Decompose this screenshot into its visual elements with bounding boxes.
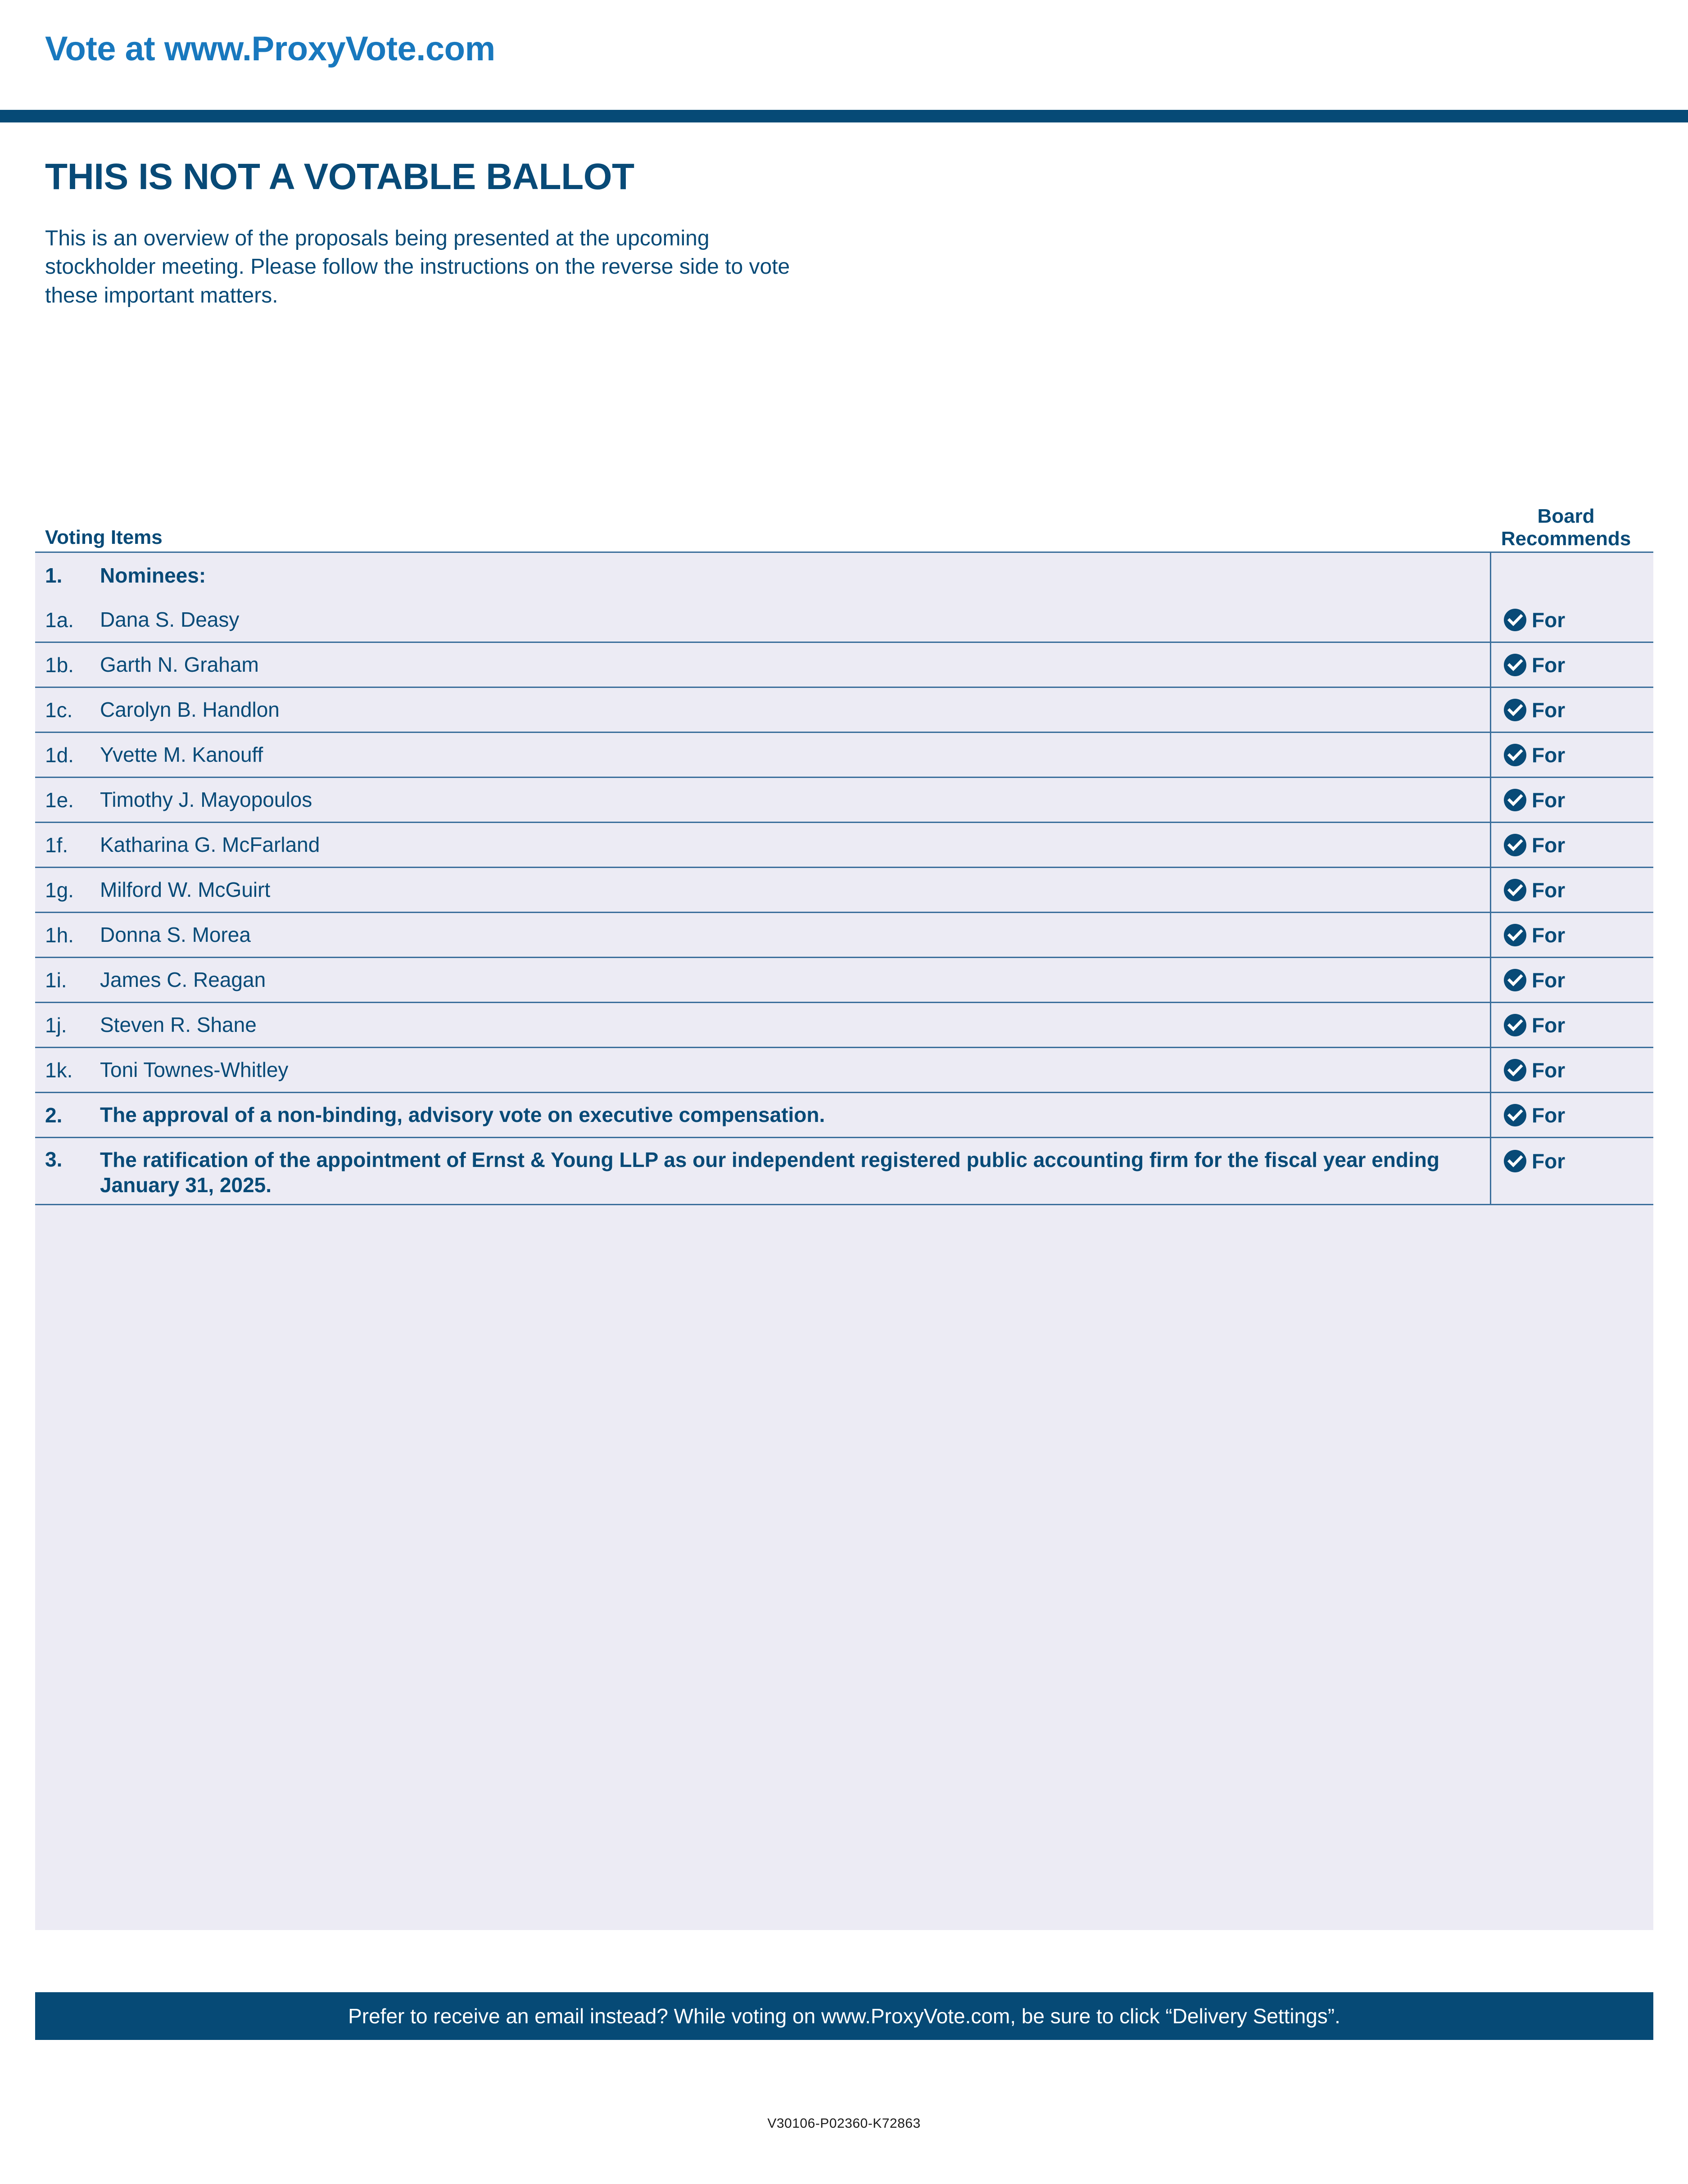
column-header-voting-items: Voting Items: [45, 526, 163, 548]
board-header-line-2: Recommends: [1501, 528, 1631, 550]
check-circle-icon: [1504, 1104, 1526, 1126]
table-row: [35, 553, 1653, 598]
voting-item-text: Donna S. Morea: [100, 923, 251, 947]
board-recommendation-cell: [1490, 958, 1653, 1002]
voting-item-number: 1e.: [45, 788, 74, 812]
check-circle-icon: [1504, 879, 1526, 901]
check-circle-icon: [1504, 924, 1526, 946]
voting-item-text: Toni Townes-Whitley: [100, 1058, 289, 1082]
site-title: Vote at www.ProxyVote.com: [45, 30, 495, 68]
recommendation-label: For: [1532, 1149, 1566, 1173]
check-circle-icon: [1504, 1014, 1526, 1036]
voting-item-number: 1k.: [45, 1058, 73, 1082]
check-circle-icon: [1504, 744, 1526, 766]
table-row: [35, 1048, 1653, 1093]
recommendation-label: For: [1532, 923, 1566, 947]
board-recommendation-cell: [1490, 688, 1653, 732]
delivery-settings-banner: [35, 1992, 1653, 2040]
voting-item-number: 1f.: [45, 833, 68, 857]
column-header-board-recommends: [1480, 505, 1652, 551]
check-circle-icon: [1504, 609, 1526, 631]
table-row: [35, 643, 1653, 688]
status-badge: [1504, 1150, 1565, 1172]
table-row: [35, 598, 1653, 643]
board-recommendation-cell: [1490, 778, 1653, 822]
check-circle-icon: [1504, 654, 1526, 676]
voting-item-number: 1c.: [45, 698, 73, 722]
voting-item-text: The approval of a non-binding, advisory vote on executive compensation.: [100, 1103, 825, 1127]
status-badge: [1504, 924, 1565, 946]
voting-item-cell: [35, 823, 1490, 867]
voting-item-text: Garth N. Graham: [100, 653, 259, 677]
status-badge: [1504, 699, 1565, 721]
table-row: [35, 733, 1653, 778]
voting-item-cell: [35, 598, 1490, 642]
board-recommendation-cell: [1490, 823, 1653, 867]
voting-item-number: 1h.: [45, 923, 74, 947]
table-row: [35, 1003, 1653, 1048]
board-recommendation-cell: [1490, 733, 1653, 777]
voting-item-number: 2.: [45, 1103, 63, 1127]
status-badge: [1504, 609, 1565, 631]
voting-item-text: James C. Reagan: [100, 968, 266, 992]
voting-item-cell: [35, 1093, 1490, 1137]
table-row: [35, 913, 1653, 958]
check-circle-icon: [1504, 789, 1526, 811]
check-circle-icon: [1504, 699, 1526, 721]
voting-item-cell: [35, 688, 1490, 732]
table-empty-area: [35, 1205, 1653, 1930]
header-divider-bar: [0, 110, 1688, 122]
voting-item-text: Dana S. Deasy: [100, 608, 240, 632]
recommendation-label: For: [1532, 743, 1566, 767]
voting-item-text: Carolyn B. Handlon: [100, 698, 280, 722]
board-recommendation-cell: [1490, 1138, 1653, 1204]
voting-item-number: 1d.: [45, 743, 74, 767]
status-badge: [1504, 744, 1565, 766]
voting-item-cell: [35, 1138, 1490, 1204]
check-circle-icon: [1504, 1150, 1526, 1172]
table-header-row: [35, 497, 1653, 552]
recommendation-label: For: [1532, 878, 1566, 902]
voting-item-number: 3.: [45, 1148, 63, 1171]
status-badge: [1504, 789, 1565, 811]
voting-item-number: 1a.: [45, 608, 74, 632]
voting-item-cell: [35, 1003, 1490, 1047]
voting-items-table: [35, 497, 1653, 1930]
table-row: [35, 1138, 1653, 1205]
voting-item-cell: [35, 868, 1490, 912]
table-row: [35, 778, 1653, 823]
voting-item-number: 1.: [45, 564, 63, 587]
board-recommendation-cell: [1490, 1003, 1653, 1047]
table-row: [35, 823, 1653, 868]
voting-item-cell: [35, 553, 1490, 598]
recommendation-label: For: [1532, 698, 1566, 722]
status-badge: [1504, 1104, 1565, 1126]
board-recommendation-cell: [1490, 913, 1653, 957]
page-header: [0, 0, 1688, 131]
status-badge: [1504, 879, 1565, 901]
voting-item-text: Steven R. Shane: [100, 1013, 257, 1037]
page-title: THIS IS NOT A VOTABLE BALLOT: [45, 156, 634, 197]
board-header-line-1: Board: [1537, 505, 1595, 527]
recommendation-label: For: [1532, 1013, 1566, 1037]
table-body: [35, 552, 1653, 1205]
voting-item-text: Milford W. McGuirt: [100, 878, 271, 902]
board-recommendation-cell: [1490, 868, 1653, 912]
control-number: V30106-P02360-K72863: [767, 2116, 921, 2131]
check-circle-icon: [1504, 834, 1526, 856]
table-row: [35, 1093, 1653, 1138]
table-row: [35, 958, 1653, 1003]
voting-item-cell: [35, 958, 1490, 1002]
check-circle-icon: [1504, 1059, 1526, 1081]
status-badge: [1504, 654, 1565, 676]
status-badge: [1504, 1059, 1565, 1081]
table-row: [35, 688, 1653, 733]
voting-item-text: Yvette M. Kanouff: [100, 743, 263, 767]
voting-item-number: 1i.: [45, 968, 67, 992]
recommendation-label: For: [1532, 833, 1566, 857]
voting-item-text: The ratification of the appointment of Ernst & Young LLP as our independent registered public accounting firm for the fiscal year ending January 31, 2025.: [100, 1148, 1439, 1197]
recommendation-label: For: [1532, 653, 1566, 677]
recommendation-label: For: [1532, 1103, 1566, 1127]
intro-block: [45, 158, 1036, 310]
voting-item-text: Katharina G. McFarland: [100, 833, 320, 857]
recommendation-label: For: [1532, 1058, 1566, 1082]
status-badge: [1504, 969, 1565, 991]
board-recommendation-cell: [1490, 1048, 1653, 1092]
voting-item-cell: [35, 643, 1490, 687]
board-recommendation-cell: [1490, 1093, 1653, 1137]
voting-item-cell: [35, 1048, 1490, 1092]
status-badge: [1504, 834, 1565, 856]
board-recommendation-cell: [1490, 598, 1653, 642]
check-circle-icon: [1504, 969, 1526, 991]
voting-item-number: 1b.: [45, 653, 74, 677]
table-row: [35, 868, 1653, 913]
voting-item-number: 1j.: [45, 1013, 67, 1037]
status-badge: [1504, 1014, 1565, 1036]
board-recommendation-cell: [1490, 553, 1653, 598]
voting-item-cell: [35, 913, 1490, 957]
voting-item-text: Timothy J. Mayopoulos: [100, 788, 312, 812]
board-recommendation-cell: [1490, 643, 1653, 687]
intro-description: This is an overview of the proposals being presented at the upcoming stockholder meeting. Please follow the instructions on the reverse side to vote these important matters.: [45, 226, 790, 307]
delivery-settings-text: Prefer to receive an email instead? While voting on www.ProxyVote.com, be sure to click “Delivery Settings”.: [348, 2004, 1340, 2028]
voting-item-cell: [35, 778, 1490, 822]
recommendation-label: For: [1532, 968, 1566, 992]
voting-item-text: Nominees:: [100, 563, 206, 587]
recommendation-label: For: [1532, 608, 1566, 632]
recommendation-label: For: [1532, 788, 1566, 812]
voting-item-number: 1g.: [45, 878, 74, 902]
voting-item-cell: [35, 733, 1490, 777]
